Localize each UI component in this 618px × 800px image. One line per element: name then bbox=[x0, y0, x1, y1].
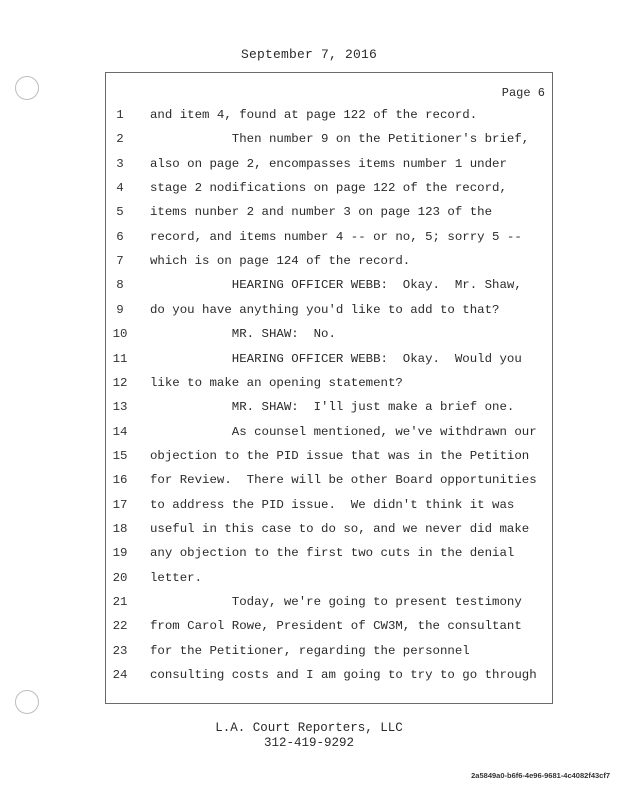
line-number: 7 bbox=[116, 254, 124, 269]
transcript-date: September 7, 2016 bbox=[240, 47, 378, 62]
transcript-line bbox=[106, 103, 552, 127]
transcript-line bbox=[106, 127, 552, 151]
line-text: for the Petitioner, regarding the personnel bbox=[150, 643, 470, 658]
line-number: 14 bbox=[112, 424, 128, 439]
line-text: Today, we're going to present testimony bbox=[150, 595, 522, 609]
line-number: 20 bbox=[112, 570, 128, 585]
line-text: Then number 9 on the Petitioner's brief, bbox=[150, 132, 530, 147]
line-text: HEARING OFFICER WEBB: Okay. Would you bbox=[150, 351, 522, 366]
line-number: 3 bbox=[116, 156, 124, 171]
transcript-line bbox=[106, 663, 552, 687]
transcript-line bbox=[106, 176, 552, 200]
line-number: 13 bbox=[112, 400, 128, 415]
line-number: 8 bbox=[116, 278, 124, 293]
transcript-line bbox=[106, 322, 552, 346]
line-text: to address the PID issue. We didn't think it was bbox=[150, 497, 515, 512]
line-text: MR. SHAW: I'll just make a brief one. bbox=[150, 400, 515, 415]
line-number: 16 bbox=[112, 473, 128, 488]
court-reporter-name: L.A. Court Reporters, LLC bbox=[215, 721, 403, 735]
line-number: 2 bbox=[116, 132, 124, 147]
line-number: 11 bbox=[112, 351, 128, 366]
transcript-line bbox=[106, 614, 552, 638]
transcript-line bbox=[106, 249, 552, 273]
line-text: also on page 2, encompasses items number 1 under bbox=[150, 156, 507, 171]
line-number: 19 bbox=[112, 546, 128, 561]
line-number: 12 bbox=[112, 375, 128, 390]
transcript-line bbox=[106, 566, 552, 590]
transcript-line bbox=[106, 371, 552, 395]
court-reporter-phone: 312-419-9292 bbox=[263, 736, 354, 750]
transcript-line bbox=[106, 347, 552, 371]
line-number: 24 bbox=[112, 668, 128, 683]
line-text: As counsel mentioned, we've withdrawn our bbox=[150, 424, 537, 439]
line-text: letter. bbox=[150, 570, 203, 585]
line-text: MR. SHAW: No. bbox=[150, 327, 336, 342]
line-text: record, and items number 4 -- or no, 5; sorry 5 -- bbox=[150, 229, 522, 244]
document-id: 2a5849a0-b6f6-4e96-9681-4c4082f43cf7 bbox=[471, 771, 610, 780]
line-number: 6 bbox=[116, 229, 124, 244]
line-number: 17 bbox=[112, 497, 128, 512]
transcript-line bbox=[106, 444, 552, 468]
transcript-line bbox=[106, 468, 552, 492]
line-text: stage 2 nodifications on page 122 of the record, bbox=[150, 181, 507, 196]
line-text: from Carol Rowe, President of CW3M, the consultant bbox=[150, 619, 522, 634]
line-number: 23 bbox=[112, 643, 128, 658]
line-number: 22 bbox=[112, 619, 128, 634]
line-number: 5 bbox=[116, 205, 124, 220]
transcript-line bbox=[106, 420, 552, 444]
punch-hole-bottom bbox=[15, 690, 39, 714]
punch-hole-top bbox=[15, 76, 39, 100]
transcript-line bbox=[106, 517, 552, 541]
line-text: consulting costs and I am going to try to go through bbox=[150, 668, 537, 683]
line-text: like to make an opening statement? bbox=[150, 375, 403, 390]
transcript-line bbox=[106, 590, 552, 614]
transcript-line bbox=[106, 273, 552, 297]
transcript-line bbox=[106, 200, 552, 224]
line-text: and item 4, found at page 122 of the record. bbox=[150, 108, 478, 122]
transcript-line bbox=[106, 493, 552, 517]
transcript-line bbox=[106, 639, 552, 663]
footer bbox=[0, 721, 618, 751]
transcript-line bbox=[106, 152, 552, 176]
line-text: objection to the PID issue that was in the Petition bbox=[150, 448, 530, 463]
line-text: for Review. There will be other Board opportunities bbox=[150, 473, 537, 488]
line-number: 9 bbox=[116, 302, 124, 317]
line-number: 21 bbox=[112, 595, 128, 609]
line-text: useful in this case to do so, and we never did make bbox=[150, 521, 530, 536]
line-number: 4 bbox=[116, 181, 124, 196]
line-text: do you have anything you'd like to add to that? bbox=[150, 302, 500, 317]
line-text: any objection to the first two cuts in the denial bbox=[150, 546, 515, 561]
line-text: which is on page 124 of the record. bbox=[150, 254, 411, 269]
line-number: 15 bbox=[112, 448, 128, 463]
line-number: 10 bbox=[112, 327, 128, 342]
line-text: items nunber 2 and number 3 on page 123 of the bbox=[150, 205, 493, 220]
line-number: 1 bbox=[116, 108, 124, 122]
transcript-line bbox=[106, 395, 552, 419]
page-number: Page 6 bbox=[501, 86, 545, 100]
line-text: HEARING OFFICER WEBB: Okay. Mr. Shaw, bbox=[150, 278, 522, 293]
transcript-line bbox=[106, 298, 552, 322]
line-number: 18 bbox=[112, 521, 128, 536]
transcript-line bbox=[106, 541, 552, 565]
transcript-line bbox=[106, 225, 552, 249]
